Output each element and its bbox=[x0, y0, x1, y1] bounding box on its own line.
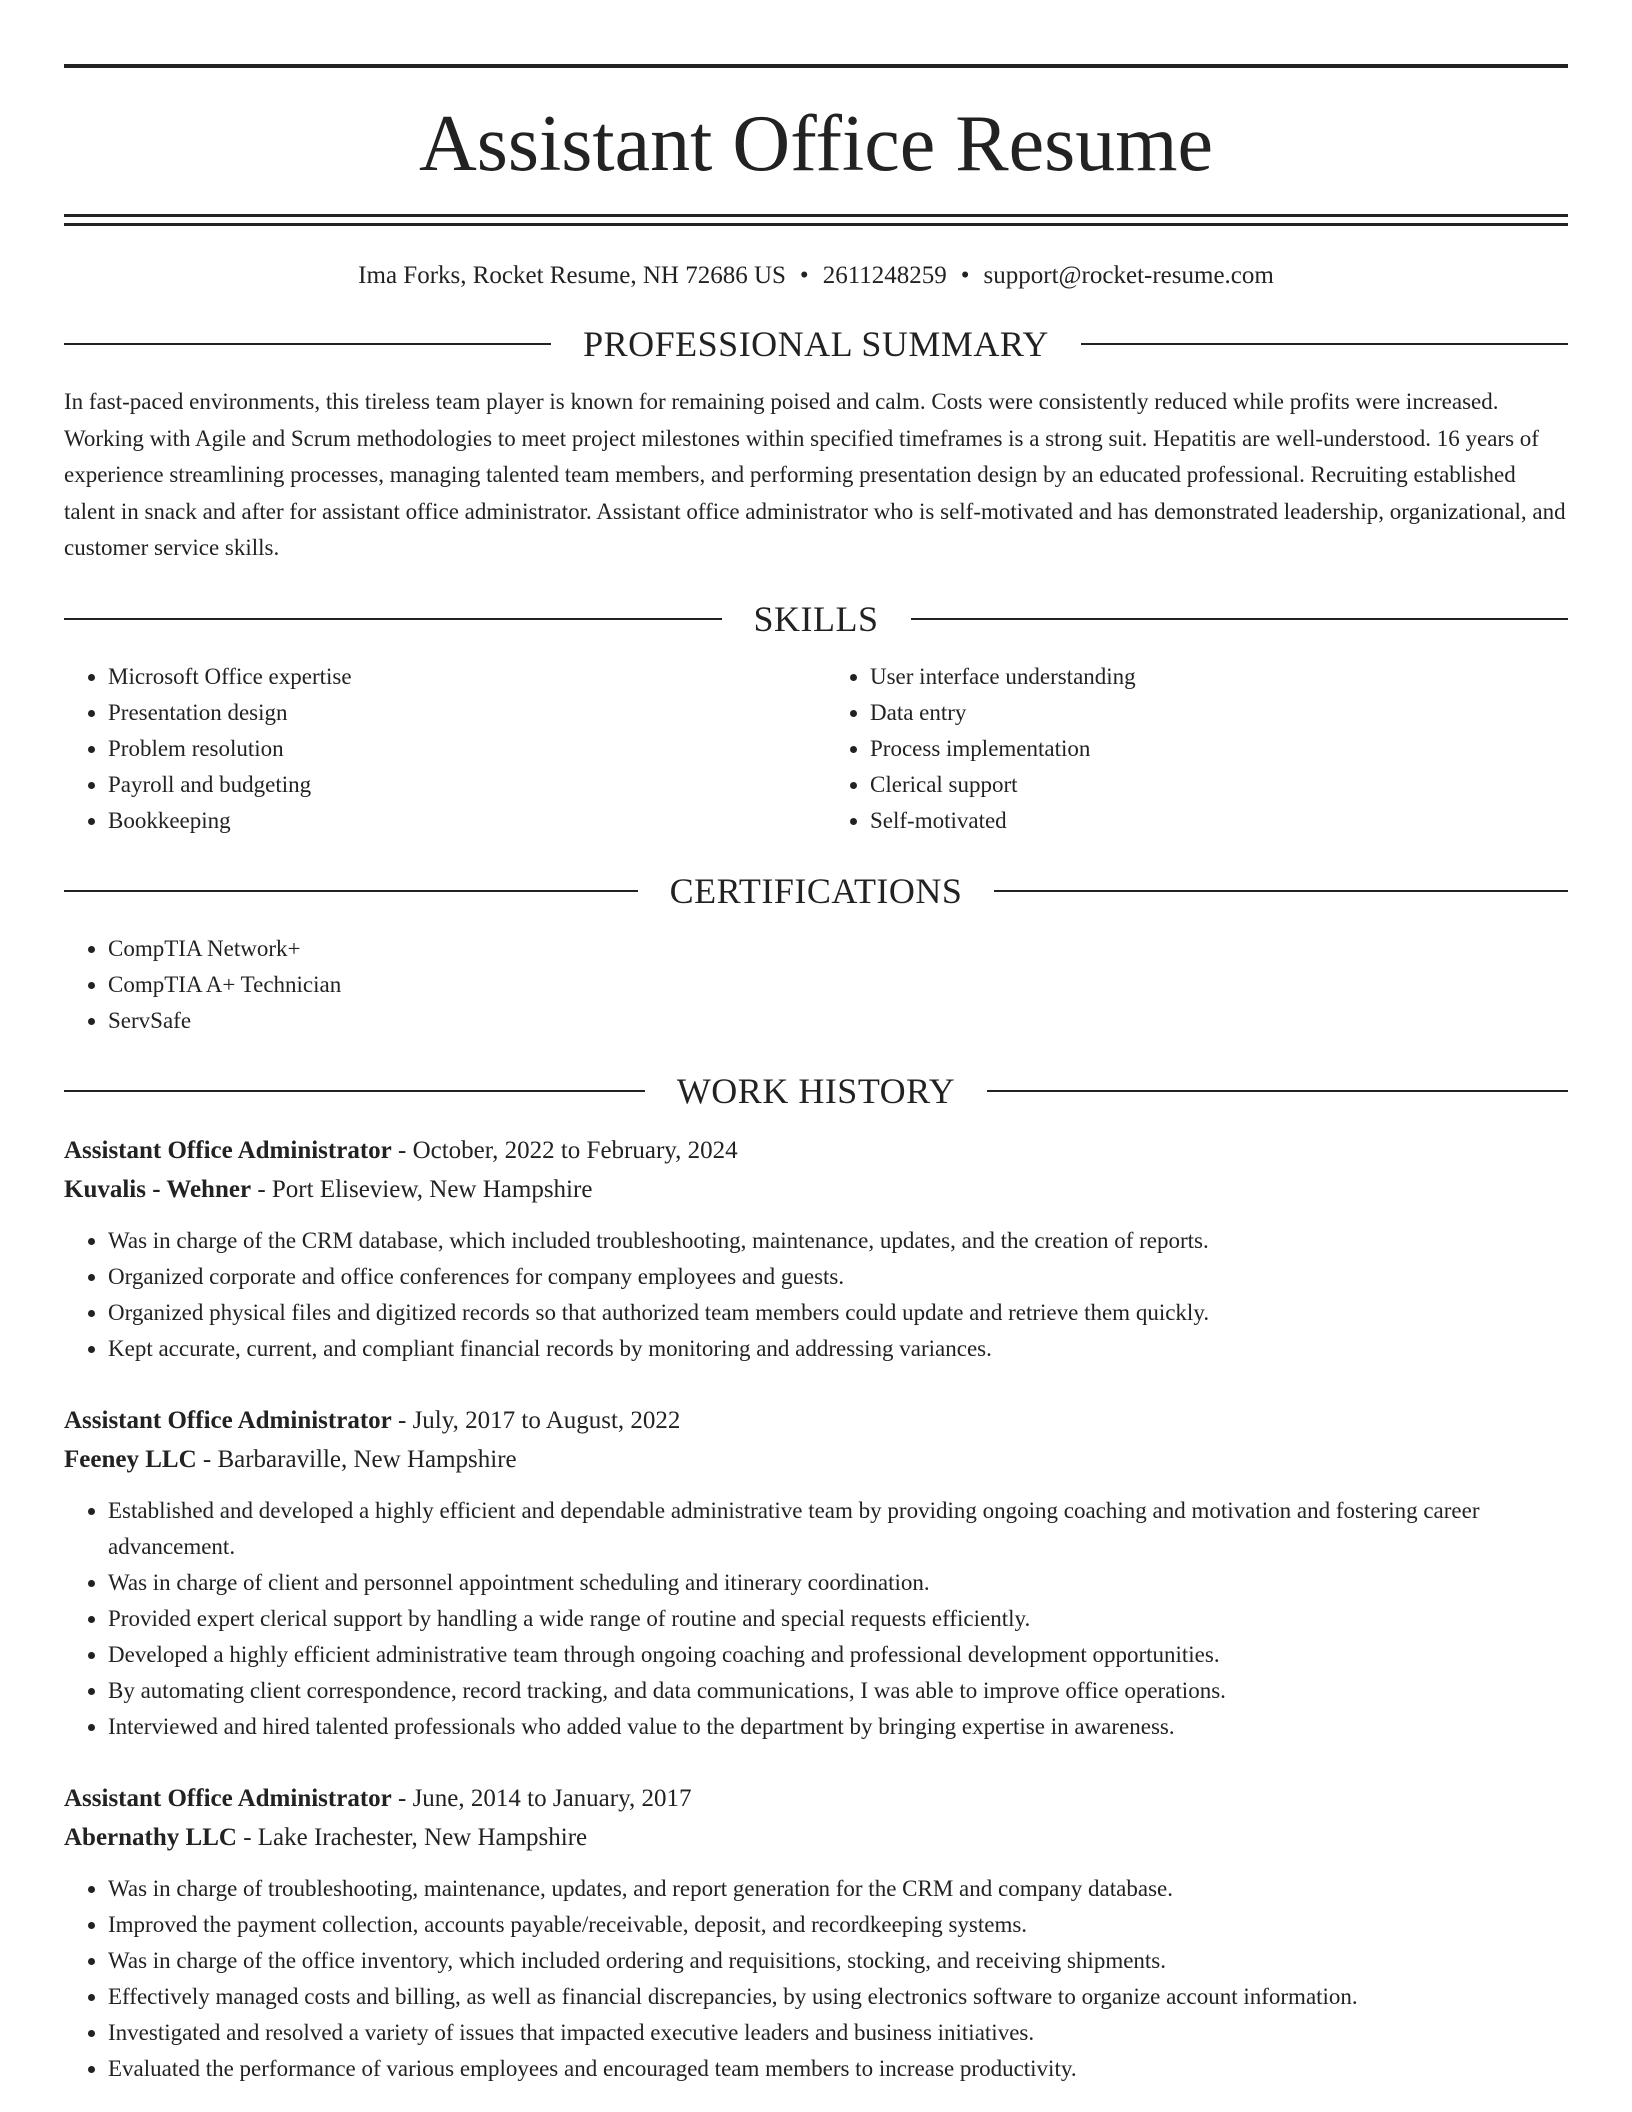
job-bullets bbox=[64, 1871, 1568, 2087]
job-bullet: • Effectively managed costs and billing, as well as financial discrepancies, by using electronics software to organize account information. bbox=[108, 1979, 1568, 2015]
certifications-list bbox=[64, 931, 1568, 1039]
skill-item: • Bookkeeping bbox=[108, 803, 806, 839]
job-bullet: • Organized corporate and office conferences for company employees and guests. bbox=[108, 1259, 1568, 1295]
contact-separator: • bbox=[960, 262, 970, 289]
job-bullet: • Was in charge of the CRM database, which included troubleshooting, maintenance, updates, and the creation of reports. bbox=[108, 1223, 1568, 1259]
contact-phone: 2611248259 bbox=[822, 262, 947, 289]
job-bullet: • Evaluated the performance of various employees and encouraged team members to increase productivity. bbox=[108, 2051, 1568, 2087]
heading-rule bbox=[994, 890, 1568, 892]
heading-rule bbox=[64, 1090, 645, 1092]
heading-rule bbox=[64, 343, 551, 345]
contact-separator: • bbox=[799, 262, 809, 289]
section-heading-skills bbox=[64, 597, 1568, 641]
skills-list-left bbox=[64, 659, 806, 839]
skill-item: • Microsoft Office expertise bbox=[108, 659, 806, 695]
resume-page bbox=[64, 0, 1568, 2087]
job-bullet: • Improved the payment collection, accounts payable/receivable, deposit, and recordkeeping systems. bbox=[108, 1907, 1568, 1943]
job-bullet: • Investigated and resolved a variety of issues that impacted executive leaders and business initiatives. bbox=[108, 2015, 1568, 2051]
job-company-line bbox=[64, 1170, 1568, 1209]
section-heading-work-history bbox=[64, 1069, 1568, 1113]
job-bullet: • Established and developed a highly efficient and dependable administrative team by providing ongoing coaching and motivation and fostering career advancement. bbox=[108, 1493, 1568, 1565]
skills-grid bbox=[64, 659, 1568, 839]
certification-item: • ServSafe bbox=[108, 1003, 1568, 1039]
job-company: Kuvalis - Wehner bbox=[64, 1175, 252, 1203]
section-heading-summary bbox=[64, 322, 1568, 366]
resume-title: Assistant Office Resume bbox=[419, 100, 1213, 188]
contact-email: support@rocket-resume.com bbox=[983, 262, 1274, 289]
certification-item: • CompTIA Network+ bbox=[108, 931, 1568, 967]
job-company: Feeney LLC bbox=[64, 1445, 197, 1473]
section-heading-certifications bbox=[64, 869, 1568, 913]
skill-item: • Payroll and budgeting bbox=[108, 767, 806, 803]
top-rule bbox=[64, 64, 1568, 68]
job-bullet: • Was in charge of the office inventory, which included ordering and requisitions, stocking, and receiving shipments. bbox=[108, 1943, 1568, 1979]
skills-list-right bbox=[826, 659, 1568, 839]
skill-item: • Self-motivated bbox=[870, 803, 1568, 839]
job-bullet: • Provided expert clerical support by handling a wide range of routine and special requests efficiently. bbox=[108, 1601, 1568, 1637]
contact-address: Ima Forks, Rocket Resume, NH 72686 US bbox=[358, 262, 786, 289]
certification-item: • CompTIA A+ Technician bbox=[108, 967, 1568, 1003]
skill-item: • Process implementation bbox=[870, 731, 1568, 767]
skill-item: • User interface understanding bbox=[870, 659, 1568, 695]
job-location: - Barbaraville, New Hampshire bbox=[196, 1445, 517, 1473]
job-entry bbox=[64, 1779, 1568, 2087]
job-title: Assistant Office Administrator bbox=[64, 1136, 392, 1164]
heading-rule bbox=[987, 1090, 1568, 1092]
skill-item: • Problem resolution bbox=[108, 731, 806, 767]
job-dates: - June, 2014 to January, 2017 bbox=[391, 1784, 692, 1812]
title-double-rule bbox=[64, 214, 1568, 226]
job-bullets bbox=[64, 1223, 1568, 1367]
job-entry bbox=[64, 1401, 1568, 1745]
job-bullet: • Developed a highly efficient administrative team through ongoing coaching and professional development opportunities. bbox=[108, 1637, 1568, 1673]
section-title: PROFESSIONAL SUMMARY bbox=[583, 324, 1049, 364]
job-bullet: • Organized physical files and digitized records so that authorized team members could update and retrieve them quickly. bbox=[108, 1295, 1568, 1331]
skill-item: • Data entry bbox=[870, 695, 1568, 731]
summary-paragraph: In fast-paced environments, this tireless team player is known for remaining poised and calm. Costs were consistently reduced while profits were increased. Working with Agile and Scrum methodologies to meet project milestones within specified timeframes is a strong suit. Hepatitis are well-understood. 16 years of experience streamlining processes, managing talented team members, and performing presentation design by an educated professional. Recruiting established talent in snack and after for assistant office administrator. Assistant office administrator who is self-motivated and has demonstrated leadership, organizational, and customer service skills. bbox=[64, 389, 1566, 560]
job-bullet: • By automating client correspondence, record tracking, and data communications, I was able to improve office operations. bbox=[108, 1673, 1568, 1709]
section-title: WORK HISTORY bbox=[676, 1070, 956, 1111]
job-company-line bbox=[64, 1818, 1568, 1857]
heading-rule bbox=[64, 618, 722, 620]
job-title-line bbox=[64, 1131, 1568, 1170]
job-bullet: • Kept accurate, current, and compliant financial records by monitoring and addressing variances. bbox=[108, 1331, 1568, 1367]
contact-line bbox=[64, 260, 1568, 292]
job-location: - Port Eliseview, New Hampshire bbox=[251, 1175, 593, 1203]
job-dates: - July, 2017 to August, 2022 bbox=[391, 1406, 681, 1434]
heading-rule bbox=[1081, 343, 1568, 345]
section-title: SKILLS bbox=[753, 598, 879, 639]
heading-rule bbox=[64, 890, 638, 892]
job-bullet: • Interviewed and hired talented professionals who added value to the department by bringing expertise in awareness. bbox=[108, 1709, 1568, 1745]
section-title: CERTIFICATIONS bbox=[669, 870, 963, 911]
job-title: Assistant Office Administrator bbox=[64, 1784, 392, 1812]
skill-item: • Presentation design bbox=[108, 695, 806, 731]
heading-rule bbox=[911, 618, 1569, 620]
job-title: Assistant Office Administrator bbox=[64, 1406, 392, 1434]
job-company: Abernathy LLC bbox=[64, 1823, 237, 1851]
job-bullets bbox=[64, 1493, 1568, 1745]
job-dates: - October, 2022 to February, 2024 bbox=[391, 1136, 738, 1164]
job-entry bbox=[64, 1131, 1568, 1367]
job-bullet: • Was in charge of client and personnel appointment scheduling and itinerary coordination. bbox=[108, 1565, 1568, 1601]
job-title-line bbox=[64, 1401, 1568, 1440]
job-location: - Lake Irachester, New Hampshire bbox=[236, 1823, 588, 1851]
job-company-line bbox=[64, 1440, 1568, 1479]
skill-item: • Clerical support bbox=[870, 767, 1568, 803]
job-bullet: • Was in charge of troubleshooting, maintenance, updates, and report generation for the CRM and company database. bbox=[108, 1871, 1568, 1907]
job-title-line bbox=[64, 1779, 1568, 1818]
